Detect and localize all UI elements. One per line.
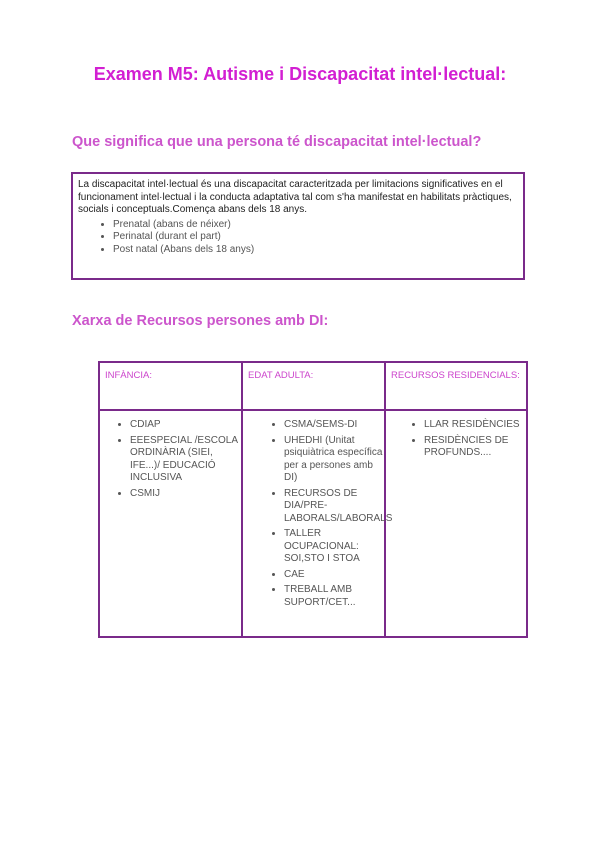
section-heading-definition: Que significa que una persona té discapacitat intel·lectual? (72, 134, 482, 150)
list-item: • Perinatal (durant el part) (113, 231, 519, 244)
definition-box (71, 172, 525, 280)
definition-text: La discapacitat intel·lectual és una discapacitat caracteritzada per limitacions significatives en el funcionament intel·lectual i la conducta adaptativa tal com s'ha manifestat en habilitats pràctiques, socials i conceptuals.Comença abans dels 18 anys. (78, 179, 512, 215)
list-item: • CDIAP (130, 419, 241, 432)
list-item: • LLAR RESIDÈNCIES (424, 419, 526, 432)
column-recursos-residencials (385, 410, 527, 637)
column-infancia (99, 410, 242, 637)
page-title: Examen M5: Autisme i Discapacitat intel·lectual: (93, 64, 507, 84)
list-item: • Prenatal (abans de néixer) (113, 219, 519, 232)
header-recursos-residencials: RECURSOS RESIDENCIALS: (385, 362, 527, 410)
table-header-row (99, 362, 527, 410)
list-item: • Post natal (Abans dels 18 anys) (113, 244, 519, 257)
header-infancia: INFÀNCIA: (99, 362, 242, 410)
list-item: • TALLER OCUPACIONAL: SOI,STO I STOA (284, 528, 384, 566)
column-edat-adulta (242, 410, 393, 637)
table-row (99, 410, 527, 637)
list-item: • RECURSOS DE DIA/PRE-LABORALS/LABORALS (284, 488, 384, 526)
section-heading-resources: Xarxa de Recursos persones amb DI: (72, 313, 329, 329)
list-item: • CAE (284, 569, 384, 582)
list-item: • TREBALL AMB SUPORT/CET... (284, 584, 384, 609)
list-item: • UHEDHI (Unitat psiquiàtrica específica per a persones amb DI) (284, 435, 384, 485)
list-item: • CSMIJ (130, 488, 241, 501)
header-edat-adulta: EDAT ADULTA: (242, 362, 385, 410)
list-item: • CSMA/SEMS-DI (284, 419, 384, 432)
list-item: • RESIDÈNCIES DE PROFUNDS.... (424, 435, 526, 460)
onset-list (78, 219, 519, 257)
list-item: • EEESPECIAL /ESCOLA ORDINÀRIA (SIEI, IFE...)/ EDUCACIÓ INCLUSIVA (130, 435, 241, 485)
resources-table (98, 361, 528, 638)
